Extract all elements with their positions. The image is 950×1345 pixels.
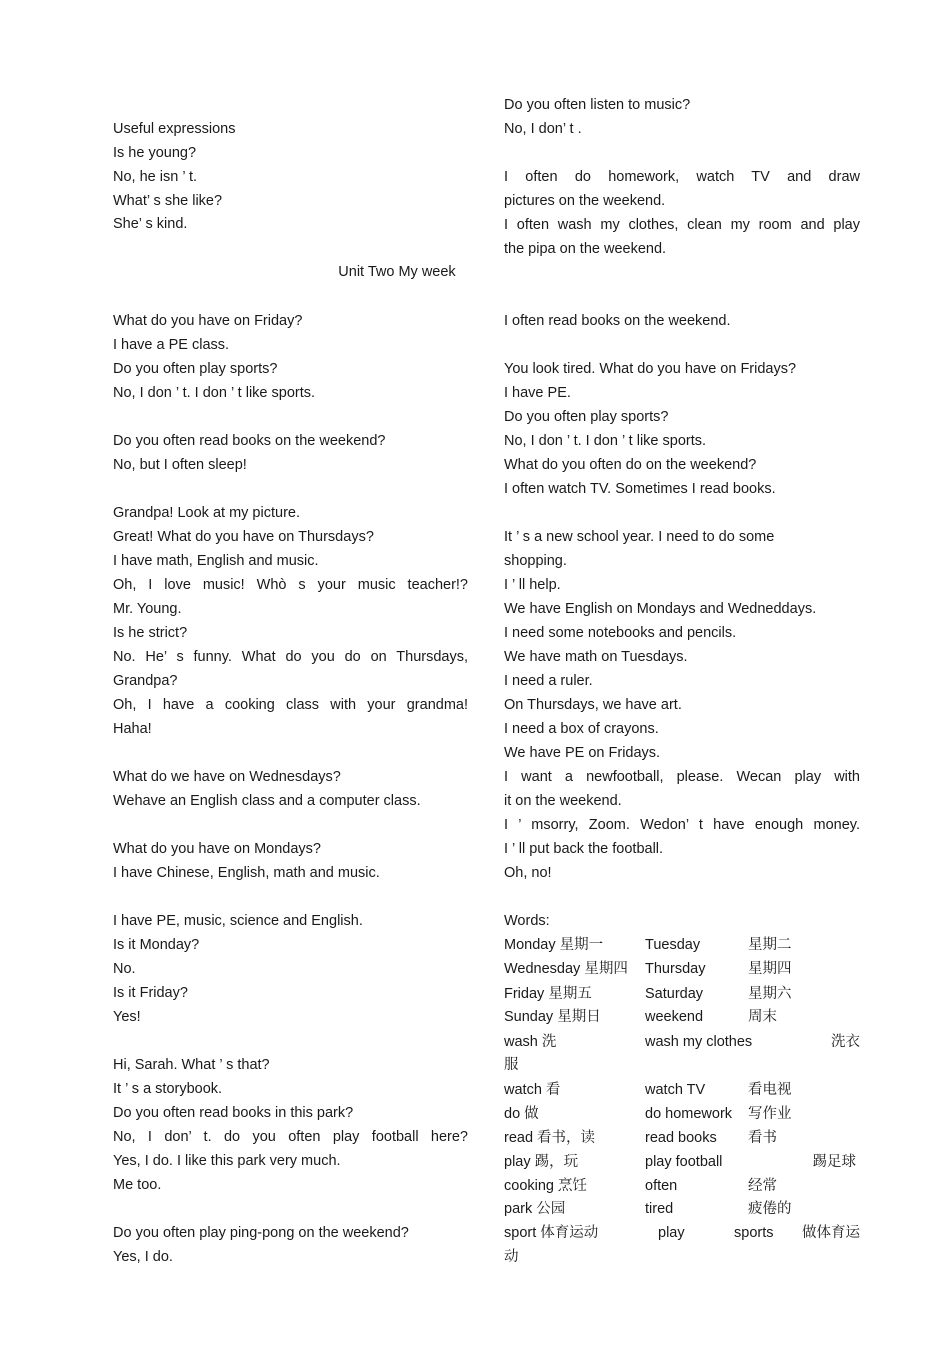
text-line: Do you often listen to music? <box>504 97 691 113</box>
text-line: I have PE. <box>504 385 571 401</box>
word-cell: 写作业 <box>748 1106 792 1122</box>
word-cell: wash 洗 <box>504 1034 557 1050</box>
text-line: I have a PE class. <box>113 337 230 353</box>
word-cell: play 踢，玩 <box>504 1154 579 1170</box>
word-cell: read 看书，读 <box>504 1130 596 1146</box>
word-cell: 动 <box>504 1249 519 1265</box>
text-line: Words: <box>504 913 550 929</box>
text-line: What do you have on Friday? <box>113 313 303 329</box>
word-row <box>504 1056 860 1074</box>
text-line: I ’ ll put back the football. <box>504 841 664 857</box>
text-line: Do you often play sports? <box>504 409 669 425</box>
word-cell: Tuesday <box>645 937 701 953</box>
text-line: Oh, I love music! Whò s your music teacher!? <box>113 577 468 593</box>
text-line: No. He’ s funny. What do you do on Thursdays, <box>113 649 468 665</box>
word-row <box>504 1081 860 1099</box>
text-line: No, but I often sleep! <box>113 457 247 473</box>
word-cell: sport 体育运动 <box>504 1225 599 1241</box>
text-line: You look tired. What do you have on Fridays? <box>504 361 797 377</box>
text-line: Great! What do you have on Thursdays? <box>113 529 374 545</box>
text-line: I often do homework, watch TV and draw <box>504 169 860 185</box>
text-line: I need a ruler. <box>504 673 593 689</box>
word-cell: watch TV <box>645 1082 706 1098</box>
text-line: I need a box of crayons. <box>504 721 659 737</box>
word-cell: wash my clothes <box>645 1034 753 1050</box>
text-line: No, I don’ t. do you often play football here? <box>113 1129 468 1145</box>
text-line: Yes, I do. I like this park very much. <box>113 1153 341 1169</box>
word-cell: watch 看 <box>504 1082 561 1098</box>
text-line: No, I don ’ t. I don ’ t like sports. <box>113 385 316 401</box>
text-line: Oh, no! <box>504 865 552 881</box>
word-cell: 星期四 <box>748 961 792 977</box>
text-line: It ’ s a storybook. <box>113 1081 223 1097</box>
unit-heading: Unit Two My week <box>338 264 456 280</box>
text-line: the pipa on the weekend. <box>504 241 667 257</box>
text-line: It ’ s a new school year. I need to do some <box>504 529 775 545</box>
text-line: What do you often do on the weekend? <box>504 457 757 473</box>
text-line: I need some notebooks and pencils. <box>504 625 737 641</box>
text-line: On Thursdays, we have art. <box>504 697 682 713</box>
word-row <box>504 1177 860 1195</box>
text-line: I often read books on the weekend. <box>504 313 731 329</box>
text-line: No. <box>113 961 136 977</box>
text-line: Haha! <box>113 721 152 737</box>
text-line: Yes! <box>113 1009 141 1025</box>
text-line: Do you often read books in this park? <box>113 1105 354 1121</box>
word-cell: 看书 <box>748 1130 777 1146</box>
text-line: I want a newfootball, please. Wecan play with <box>504 769 860 785</box>
text-line: it on the weekend. <box>504 793 622 809</box>
word-cell: play <box>658 1225 685 1241</box>
text-line: Wehave an English class and a computer class. <box>113 793 421 809</box>
word-cell: Sunday 星期日 <box>504 1009 601 1025</box>
text-line: We have PE on Fridays. <box>504 745 661 761</box>
word-cell: read books <box>645 1130 717 1146</box>
text-line: I ’ ll help. <box>504 577 561 593</box>
text-line: Grandpa? <box>113 673 178 689</box>
text-line: Oh, I have a cooking class with your grandma! <box>113 697 468 713</box>
text-line: Me too. <box>113 1177 162 1193</box>
text-line: We have math on Tuesdays. <box>504 649 688 665</box>
text-line: Grandpa! Look at my picture. <box>113 505 300 521</box>
word-cell: do homework <box>645 1106 733 1122</box>
word-cell: 看电视 <box>748 1082 792 1098</box>
word-cell: weekend <box>645 1009 704 1025</box>
text-line: She’ s kind. <box>113 216 188 232</box>
text-line: I have Chinese, English, math and music. <box>113 865 380 881</box>
word-row <box>504 1105 860 1123</box>
word-row <box>504 1248 860 1266</box>
word-cell: 星期二 <box>748 937 792 953</box>
text-line: I have PE, music, science and English. <box>113 913 363 929</box>
word-row <box>504 960 860 978</box>
text-line: Hi, Sarah. What ’ s that? <box>113 1057 270 1073</box>
word-cell: often <box>645 1178 678 1194</box>
word-row <box>504 985 860 1003</box>
text-line: Mr. Young. <box>113 601 182 617</box>
text-line: No, he isn ’ t. <box>113 169 198 185</box>
word-cell: tired <box>645 1201 674 1217</box>
word-cell: do 做 <box>504 1106 539 1122</box>
word-cell: 服 <box>504 1057 519 1073</box>
word-cell: 洗衣 <box>831 1034 860 1050</box>
text-line: Is it Monday? <box>113 937 200 953</box>
text-line: I often wash my clothes, clean my room and play <box>504 217 860 233</box>
word-row <box>504 1033 860 1051</box>
word-cell: 星期六 <box>748 986 792 1002</box>
word-row <box>504 1008 860 1026</box>
text-line: I often watch TV. Sometimes I read books. <box>504 481 776 497</box>
word-cell: cooking 烹饪 <box>504 1178 588 1194</box>
text-line: Do you often play sports? <box>113 361 278 377</box>
text-line: I ’ msorry, Zoom. Wedon’ t have enough money. <box>504 817 860 833</box>
text-line: Useful expressions <box>113 121 236 137</box>
word-cell: Friday 星期五 <box>504 986 592 1002</box>
text-line: shopping. <box>504 553 567 569</box>
word-row <box>504 1224 860 1242</box>
text-line: What’ s she like? <box>113 193 223 209</box>
text-line: No, I don ’ t. I don ’ t like sports. <box>504 433 707 449</box>
text-line: What do you have on Mondays? <box>113 841 321 857</box>
text-line: Is he young? <box>113 145 197 161</box>
text-line: Do you often play ping-pong on the weekend? <box>113 1225 409 1241</box>
text-line: I have math, English and music. <box>113 553 319 569</box>
word-row <box>504 1153 860 1171</box>
word-cell: 周末 <box>748 1009 777 1025</box>
text-line: Yes, I do. <box>113 1249 173 1265</box>
text-line: Do you often read books on the weekend? <box>113 433 386 449</box>
word-cell: 疲倦的 <box>748 1201 792 1217</box>
word-cell: Thursday <box>645 961 706 977</box>
word-cell: sports <box>734 1225 774 1241</box>
text-line: pictures on the weekend. <box>504 193 666 209</box>
text-line: Is he strict? <box>113 625 188 641</box>
text-line: No, I don’ t . <box>504 121 582 137</box>
word-cell: 经常 <box>748 1178 777 1194</box>
word-cell: park 公园 <box>504 1201 566 1217</box>
word-cell: play football <box>645 1154 723 1170</box>
word-cell: Wednesday 星期四 <box>504 961 628 977</box>
text-line: Is it Friday? <box>113 985 188 1001</box>
word-cell: 做体育运 <box>802 1225 860 1241</box>
word-row <box>504 1200 860 1218</box>
word-cell: Monday 星期一 <box>504 937 604 953</box>
word-row <box>504 1129 860 1147</box>
text-line: We have English on Mondays and Wedneddays. <box>504 601 817 617</box>
word-cell: Saturday <box>645 986 704 1002</box>
word-row <box>504 936 860 954</box>
word-cell: 踢足球 <box>812 1154 856 1170</box>
text-line: What do we have on Wednesdays? <box>113 769 341 785</box>
